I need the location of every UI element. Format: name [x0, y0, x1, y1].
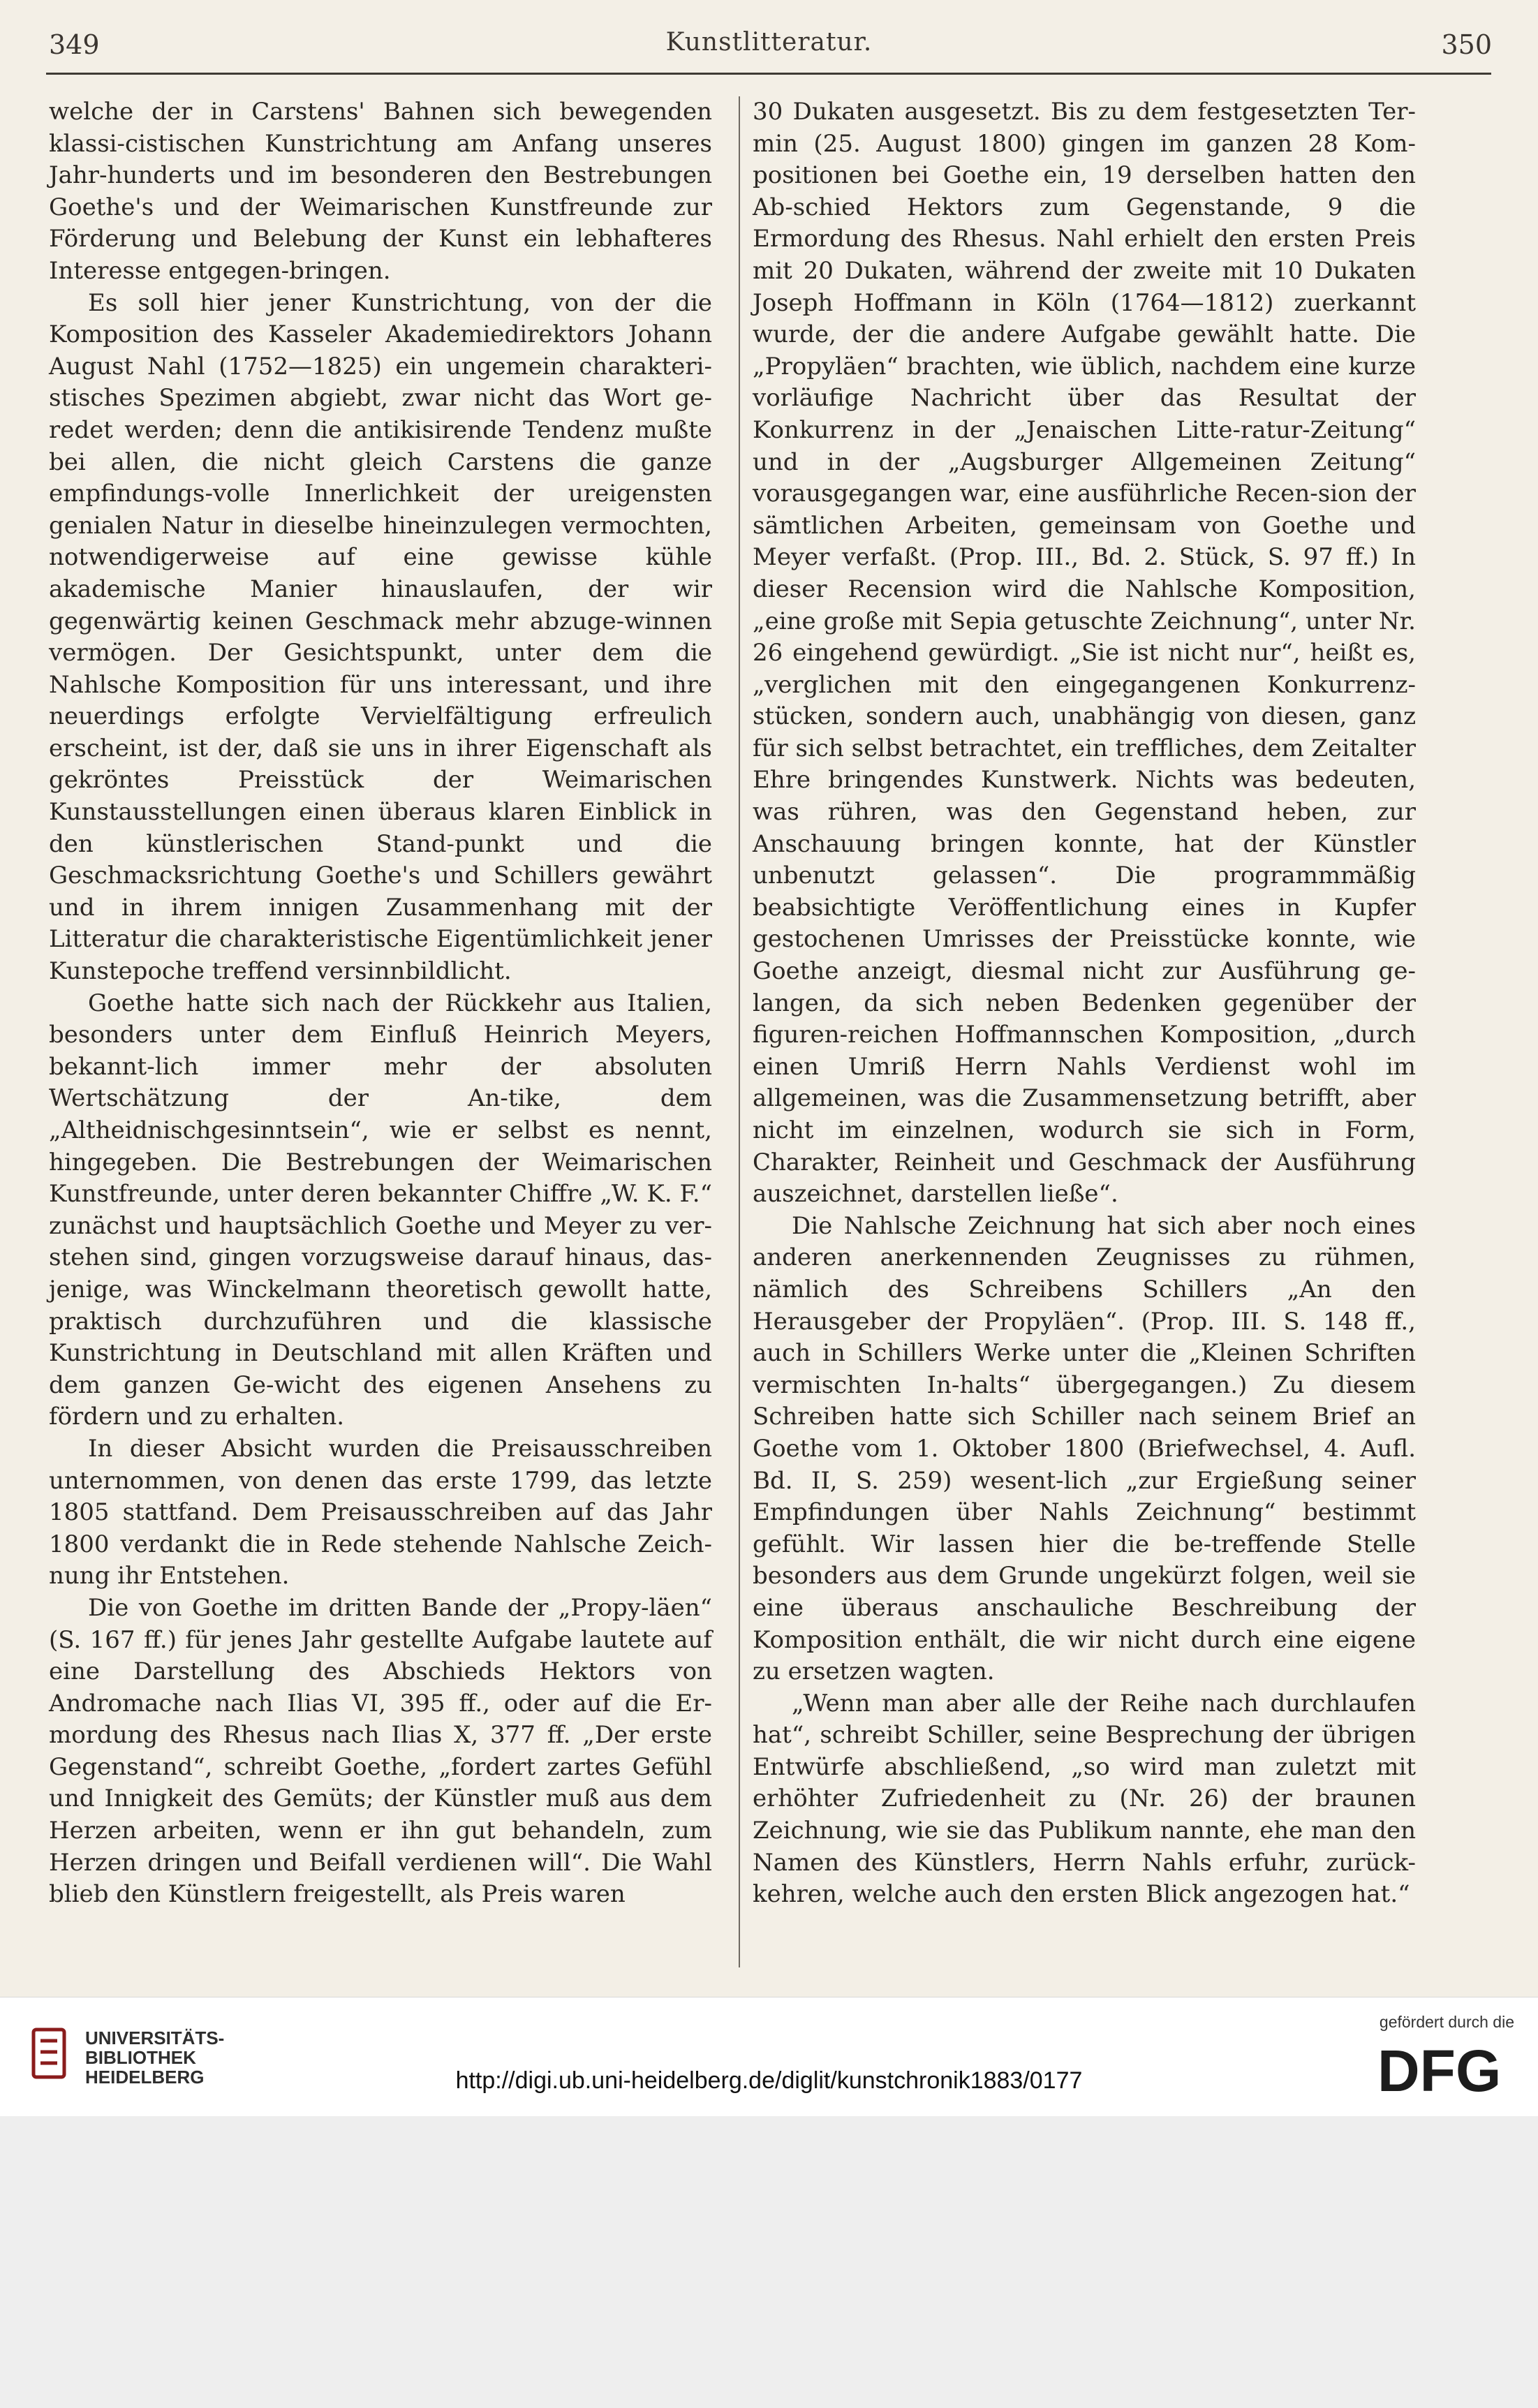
svg-text:DFG: DFG — [1377, 2039, 1502, 2099]
page-number-right: 350 — [1441, 29, 1492, 60]
dfg-logo — [1377, 2039, 1514, 2099]
viewer-footer — [0, 1997, 1538, 2408]
permalink-url[interactable]: http://digi.ub.uni-heidelberg.de/diglit/kunstchronik1883/0177 — [455, 2067, 1083, 2094]
paragraph: Goethe hatte sich nach der Rückkehr aus Italien, besonders unter dem Einfluß Heinrich Meyers, bekannt-lich immer mehr der absoluten Wertschätzung der An-tike, dem „Altheidnischgesinntsein“, wie er selbst es nennt, hingegeben. Die Bestrebungen der Weimarischen Kunstfreunde, unter deren bekannter Chiffre „W. K. F.“ zunächst und hauptsächlich Goethe und Meyer zu ver-stehen sind, gingen vorzugsweise darauf hinaus, das-jenige, was Winckelmann theoretisch gewollt hatte, praktisch durchzuführen und die klassische Kunstrichtung in Deutschland mit allen Kräften und dem ganzen Ge-wicht des eigenen Ansehens zu fördern und zu erhalten. — [49, 989, 712, 1431]
paragraph: „Wenn man aber alle der Reihe nach durchlaufen hat“, schreibt Schiller, seine Besprechung der übrigen Entwürfe abschließend, „so wird man zuletzt mit erhöhter Zufriedenheit zu (Nr. 26) der braunen Zeichnung, wie sie das Publikum nannte, ehe man den Namen des Künstlers, Herrn Nahls erfuhr, zurück-kehren, welche auch den ersten Blick angezogen hat.“ — [753, 1689, 1416, 1909]
paragraph: welche der in Carstens' Bahnen sich bewegenden klassi-cistischen Kunstrichtung am Anfang unseres Jahr-hunderts und im besonderen den Bestrebungen Goethe's und der Weimarischen Kunstfreunde zur Förderung und Belebung der Kunst ein lebhafteres Interesse entgegen-bringen. — [49, 98, 712, 285]
paragraph: Die Nahlsche Zeichnung hat sich aber noch eines anderen anerkennenden Zeugnisses zu rühmen, nämlich des Schreibens Schillers „An den Herausgeber der Propyläen“. (Prop. III. S. 148 ff., auch in Schillers Werke unter die „Kleinen Schriften vermischten In-halts“ übergegangen.) Zu diesem Schreiben hatte sich Schiller nach seinem Brief an Goethe vom 1. Oktober 1800 (Briefwechsel, 4. Aufl. Bd. II, S. 259) wesent-lich „zur Ergießung seiner Empfindungen über Nahls Zeichnung“ bestimmt gefühlt. Wir lassen hier die be-treffende Stelle besonders aus dem Grunde ungekürzt folgen, weil sie eine überaus anschauliche Beschreibung der Komposition enthält, die wir nicht durch eine eigene zu ersetzen wagten. — [753, 1211, 1416, 1686]
library-name: UNIVERSITÄTS- BIBLIOTHEK HEIDELBERG — [85, 2027, 225, 2088]
funding-note: gefördert durch die — [1379, 2013, 1514, 2031]
page-number-left: 349 — [49, 29, 100, 60]
right-column — [753, 96, 1416, 1911]
paragraph: Es soll hier jener Kunstrichtung, von der die Komposition des Kasseler Akademiedirektors Johann August Nahl (1752—1825) ein ungemein charakteri-stisches Spezimen abgiebt, zwar nicht das Wort ge-redet werden; denn die antikisirende Tendenz mußte bei allen, die nicht gleich Carstens die ganze empfindungs-volle Innerlichkeit der ureigensten genialen Natur in dieselbe hineinzulegen vermochten, notwendigerweise auf eine gewisse kühle akademische Manier hinauslaufen, der wir gegenwärtig keinen Geschmack mehr abzuge-winnen vermögen. Der Gesichtspunkt, unter dem die Nahlsche Komposition für uns interessant, und ihre neuerdings erfolgte Vervielfältigung erfreulich erscheint, ist der, daß sie uns in ihrer Eigenschaft als gekröntes Preisstück der Weimarischen Kunstausstellungen einen überaus klaren Einblick in den künstlerischen Stand-punkt und die Geschmacksrichtung Goethe's und Schillers gewährt und in ihrem innigen Zusammenhang mit der Litteratur die charakteristische Eigentümlichkeit jener Kunstepoche treffend versinnbildlicht. — [49, 288, 712, 986]
header-rule — [46, 73, 1491, 75]
paragraph: 30 Dukaten ausgesetzt. Bis zu dem festgesetzten Ter-min (25. August 1800) gingen im ganzen 28 Kom-positionen bei Goethe ein, 19 derselben hatten den Ab-schied Hektors zum Gegenstande, 9 die Ermordung des Rhesus. Nahl erhielt den ersten Preis mit 20 Dukaten, während der zweite mit 10 Dukaten Joseph Hoffmann in Köln (1764—1812) zuerkannt wurde, der die andere Aufgabe gewählt hatte. Die „Propyläen“ brachten, wie üblich, nachdem eine kurze vorläufige Nachricht über das Resultat der Konkurrenz in der „Jenaischen Litte-ratur-Zeitung“ und in der „Augsburger Allgemeinen Zeitung“ vorausgegangen war, eine ausführliche Recen-sion der sämtlichen Arbeiten, gemeinsam von Goethe und Meyer verfaßt. (Prop. III., Bd. 2. Stück, S. 97 ff.) In dieser Recension wird die Nahlsche Komposition, „eine große mit Sepia getuschte Zeichnung“, unter Nr. 26 eingehend gewürdigt. „Sie ist nicht nur“, heißt es, „verglichen mit den eingegangenen Konkurrenz-stücken, sondern auch, unabhängig von diesen, ganz für sich selbst betrachtet, ein treffliches, dem Zeitalter Ehre bringendes Kunstwerk. Nichts was bedeuten, was rühren, was den Gegenstand heben, zur Anschauung bringen konnte, hat der Künstler unbenutzt gelassen“. Die programmmäßig beabsichtigte Veröffentlichung eines in Kupfer gestochenen Umrisses der Preisstücke konnte, wie Goethe anzeigt, diesmal nicht zur Ausführung ge-langen, da sich neben Bedenken gegenüber der figuren-reichen Hoffmannschen Komposition, „durch einen Umriß Herrn Nahls Verdienst wohl im allgemeinen, was die Zusammensetzung betrifft, aber nicht im einzelnen, wodurch sie sich in Form, Charakter, Reinheit und Geschmack der Ausführung auszeichnet, darstellen ließe“. — [753, 98, 1416, 1209]
footer-band — [0, 1997, 1538, 2116]
paragraph: Die von Goethe im dritten Bande der „Propy-läen“ (S. 167 ff.) für jenes Jahr gestellte Aufgabe lautete auf eine Darstellung des Abschieds Hektors von Andromache nach Ilias VI, 395 ff., oder auf die Er-mordung des Rhesus nach Ilias X, 377 ff. „Der erste Gegenstand“, schreibt Goethe, „fordert zartes Gefühl und Innigkeit des Gemüts; der Künstler muß aus dem Herzen arbeiten, wenn er ihn gut behandeln, zum Herzen dringen und Beifall verdienen will“. Die Wahl blieb den Künstlern freigestellt, als Preis waren — [49, 1593, 712, 1909]
column-divider — [739, 96, 740, 1967]
paragraph: In dieser Absicht wurden die Preisausschreiben unternommen, von denen das erste 1799, das letzte 1805 stattfand. Dem Preisausschreiben auf das Jahr 1800 verdankt die in Rede stehende Nahlsche Zeich-nung ihr Entstehen. — [49, 1434, 712, 1590]
running-header: Kunstlitteratur. — [665, 28, 873, 57]
left-column — [49, 96, 712, 1911]
